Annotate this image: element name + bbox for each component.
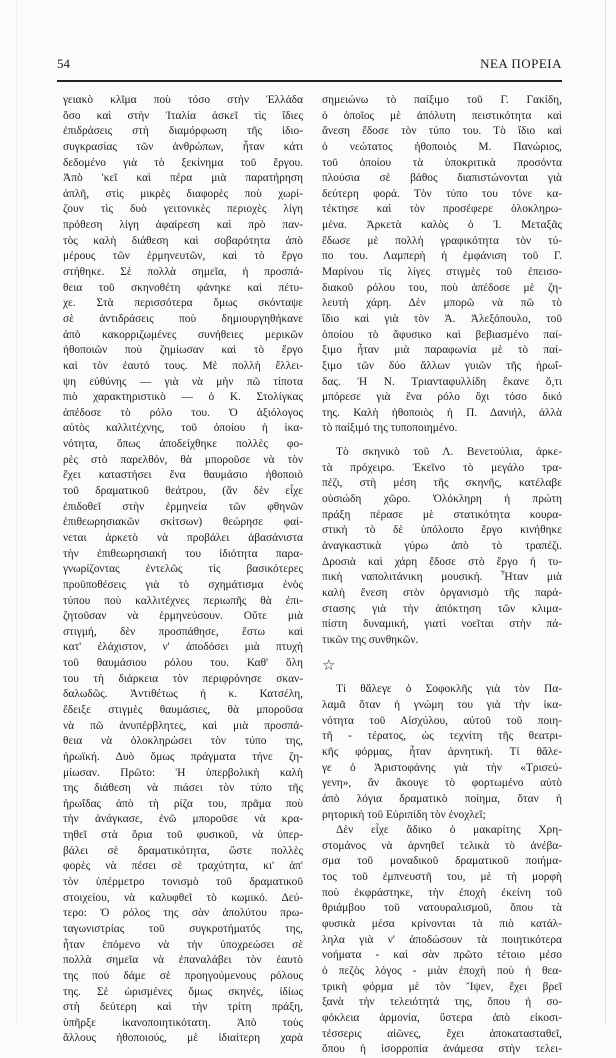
text-line: στήθηκε. Σὲ πολλὰ σημεῖα, ἡ προσπά-: [63, 266, 303, 279]
text-line: ἀπὸ λόγια δραματικὸ ποίημα, ὅταν ἡ: [322, 792, 562, 805]
text-line: ρὲς στὸ παρελθόν, θὰ μποροῦσε νὰ τὸν: [63, 453, 303, 466]
text-line: τοῦ ὁποίου τὰ ὑποκριτικὰ προσόντα: [322, 156, 562, 169]
text-line: μπόρεσε γιὰ ἕνα ρόλο ὄχι τόσο δικό: [322, 391, 562, 404]
text-line: νεται ἀρκετὸ νὰ προβάλει ἀβασάνιστα: [63, 531, 303, 544]
text-line: πέζι, στὴ μέση τῆς σκηνῆς, κατέλαβε: [322, 477, 562, 490]
text-line: ὁποίου τὸ ἄφυσικο καὶ βεβιασμένο παί-: [322, 328, 562, 341]
text-line: ψη εὐθύνης — γιὰ νὰ μὴν πῶ τίποτα: [63, 375, 303, 388]
text-line: στομάνος νὰ ἀρνηθεῖ τελικὰ τὸ ἀνέβα-: [322, 839, 562, 852]
text-line: βάλει σὲ δραματικότητα, ὥστε πολλὲς: [63, 844, 303, 857]
paragraph-christomanos: [322, 823, 562, 1058]
text-line: γενη», ἂν ἄκουγε τὸ φορτωμένο αὐτὸ: [322, 777, 562, 790]
text-line: τὸς καλὴ διάθεση καὶ σοβαρότητα ἀπὸ: [63, 234, 303, 247]
text-line: Δὲν εἶχε ἄδικο ὁ μακαρίτης Χρη-: [336, 824, 562, 837]
text-line: νὰ πῶ ἀνυπέρβλητες, καὶ μιὰ προσπά-: [63, 719, 303, 732]
text-line: ὁ πεζὸς λόγος - μιὰν ἐποχὴ ποὺ ἡ θεα-: [322, 964, 562, 977]
text-line: τέσσερις αἰῶνες, ἔχει ἀποκατασταθεῖ,: [322, 1027, 562, 1040]
text-line: ὁ ὁποῖος μὲ ἀπόλυτη πειστικότητα καὶ: [322, 109, 562, 122]
star-icon: ☆: [322, 656, 336, 675]
text-line: Δροσιὰ καὶ χάρη ἔδοσε στὸ ἔργο ἡ τυ-: [322, 555, 562, 568]
text-line: ὅσο καὶ στὴν Ἰταλία ἀσκεῖ τὶς ἴδιες: [63, 109, 303, 122]
paragraph-sophocles: [322, 682, 562, 823]
text-line: ἦταν ἑπόμενο νὰ τὴν ὑποχρεώσει σὲ: [63, 938, 303, 951]
text-line: πράξη πέρασε μὲ στατικότητα κουρα-: [322, 508, 562, 521]
text-line: τερο: Ὁ ρόλος της σὰν ἀπολύτου πρω-: [63, 907, 303, 920]
text-line: προϋποθέσεις γιὰ τὸ σχημάτισμα ἑνὸς: [63, 578, 303, 591]
text-line: τῆ - τέρατος, ὡς τεχνίτη τῆς θεατρι-: [322, 730, 562, 743]
text-line: τρικὴ φόρμα μὲ τὸν Ἴψεν, ἔχει βρεῖ: [322, 980, 562, 993]
text-line: ὁ νεώτατος ἠθοποιὸς Μ. Πανώριος,: [322, 140, 562, 153]
text-line: τέκτησε καὶ τὸν προσέφερε ὁλοκληρω-: [322, 203, 562, 216]
text-line: πιὸ χαρακτηριστικὸ — ὁ Κ. Στολίγκας: [63, 391, 303, 404]
text-line: ἔχει καταστήσει ἕνα θαυμάσιο ἠθοποιὸ: [63, 469, 303, 482]
text-line: πίστη δυναμική, γιατὶ νοεῖται στὴν πά-: [322, 618, 562, 631]
text-line: κῆς φόρμας, ἦταν ἀρνητική. Τί θἄλε-: [322, 745, 562, 758]
text-line: ὅπου ἡ ἰσορροπία ἀνάμεσα στὴν τελει-: [322, 1043, 562, 1056]
text-line: ξανὰ τὴν τελειότητά της, ὅπου ἡ σο-: [322, 996, 562, 1009]
right-column: [322, 93, 562, 1058]
text-line: χε. Στὰ περισσότερα ὅμως σκόνταψε: [63, 297, 303, 310]
text-line: τοῦ θαυμάσιου ρόλου του. Καθ' ὅλη: [63, 657, 303, 670]
text-line: νοήματα - καὶ σὰν πρῶτο τέτοιο μέσο: [322, 949, 562, 962]
text-line: οὐσιώδη χῶρο. Ὁλόκληρη ἡ πρώτη: [322, 493, 562, 506]
text-line: θεια νὰ ὁλοκληρώσει τὸν τύπο της,: [63, 735, 303, 748]
text-line: φυσικὰ μέσα κρίνονται τὰ πιὸ κατάλ-: [322, 918, 562, 931]
text-line: ἀπὸ κακορριζωμένες συνήθειες μερικῶν: [63, 328, 303, 341]
text-line: στικὴ τὸ δὲ ὑπόλοιπο ἔργο κινήθηκε: [322, 524, 562, 537]
text-line: τηθεῖ στὰ ὅρια τοῦ φυσικοῦ, νὰ ὑπερ-: [63, 829, 303, 842]
text-line: στασης γιὰ τὴν ἀπόκτηση τῶν κλιμα-: [322, 602, 562, 615]
text-line: τικῶν της συνθηκῶν.: [322, 633, 419, 646]
text-line: δεδομένο γιὰ τὸ ξεκίνημα τοῦ ἔργου.: [63, 156, 303, 169]
text-line: της διάθεση νὰ πιάσει τὸν τύπο τῆς: [63, 782, 303, 795]
text-line: ληλα γιὰ ν' ἀποδώσουν τὰ ποιητικότερα: [322, 933, 562, 946]
text-line: πλούσια σὲ βάθος διαπιστώνονται γιὰ: [322, 172, 562, 185]
paragraph-scenery: [322, 445, 562, 648]
text-line: γνωρίζοντας ἐντελῶς τὶς βασικότερες: [63, 563, 303, 576]
text-line: δας. Ἡ Ν. Τριανταφυλλίδη ἔκανε ὅ,τι: [322, 375, 562, 388]
text-line: τὰ πρόχειρο. Ἐκεῖνο τὸ μεγάλο τρα-: [322, 461, 562, 474]
section-separator: [322, 648, 562, 682]
text-line: σμα τοῦ μοναδικοῦ δραματικοῦ ποιήμα-: [322, 855, 562, 868]
text-line: στιγμή, δὲν προσπάθησε, ἔστω καὶ: [63, 625, 303, 638]
text-line: λαμᾶ ὅταν ἡ γνώμη του γιὰ τὴν ἱκα-: [322, 699, 562, 712]
text-line: τύπου ποὺ καλλιτέχνες περιωπῆς θὰ ἐπι-: [63, 594, 303, 607]
text-line: ταγωνιστρίας τοῦ συγκροτήματός της,: [63, 922, 303, 935]
text-line: σημειώνω τὸ παίξιμο τοῦ Γ. Γακίδη,: [322, 94, 562, 106]
text-line: γε ὁ Ἀριστοφάνης γιὰ τὴν «Τρισεύ-: [322, 761, 562, 774]
text-line: ἀναγκαστικὰ γύρω ἀπὸ τὸ τραπέζι.: [322, 539, 562, 552]
text-line: του τὴ διάρκεια τὸν περιφρόνησε σκαν-: [63, 672, 303, 685]
text-line: ἄνεση ἔδοσε τὸν τύπο του. Τὸ ἴδιο καὶ: [322, 125, 562, 138]
text-line: στοιχείου, νὰ καλυφθεῖ τὸ κωμικό. Δεύ-: [63, 891, 303, 904]
text-line: κατ' ἐλάχιστον, ν' ἀποδόσει μιὰ πτυχὴ: [63, 641, 303, 654]
text-line: ἔδειξε στιγμὲς θαυμάσιες, θὰ μποροῦσα: [63, 703, 303, 716]
text-line: ἡρωϊκή. Δυὸ ὅμως πράγματα τήνε ζη-: [63, 750, 303, 763]
text-line: στὴ δεύτερη καὶ τὴν τρίτη πράξη,: [63, 1001, 303, 1014]
text-line: μίωσαν. Πρῶτο: Ἡ ὑπερβολικὴ καλὴ: [63, 766, 303, 779]
text-line: ἁπλῆ, στὶς μικρὲς διαφορὲς ποὺ χωρί-: [63, 187, 303, 200]
text-line: ζουν τὶς δυὸ γειτονικὲς περιοχὲς λίγη: [63, 203, 303, 216]
page-header: [57, 56, 562, 76]
text-line: Τί θἄλεγε ὁ Σοφοκλῆς γιὰ τὸν Πα-: [336, 683, 562, 696]
text-line: της. Σὲ ὡρισμένες ὅμως σκηνές, ἰδίως: [63, 985, 303, 998]
text-line: αὐτὸς καλλιτέχνης, τοῦ ὁποίου ἡ ἱκα-: [63, 422, 303, 435]
text-line: μένα. Ἀρκετὰ καλὸς ὁ Ἰ. Μεταξᾶς: [322, 219, 562, 232]
text-line: φόκλεια ἁρμονία, ὕστερα ἀπὸ εἰκοσι-: [322, 1011, 562, 1024]
text-line: φορὲς νὰ πέσει σὲ τραχύτητα, κι' ἀπ': [63, 860, 303, 873]
text-line: Μαρίνου τὶς λίγες στιγμὲς τοῦ ἐπεισο-: [322, 266, 562, 279]
text-line: ξιμο τῶν δύο ἄλλων γυιῶν τῆς ἡρωΐ-: [322, 359, 562, 372]
text-line: λευτὴ χάρη. Δὲν μπορῶ νὰ πῶ τὸ: [322, 297, 562, 310]
text-line: πρόθεση λίγη ἀφαίρεση καὶ πρὸ παν-: [63, 219, 303, 232]
text-line: ρητορικὴ τοῦ Εὐριπίδη τὸν ἐνοχλεῖ;: [322, 808, 486, 821]
text-line: πολλὰ σημεῖα νὰ ἐπαναλάβει τὸν ἑαυτὸ: [63, 954, 303, 967]
text-line: της. Καλὴ ἠθοποιὸς ἡ Π. Δανιήλ, ἀλλὰ: [322, 406, 562, 419]
page-scan-right-edge: [605, 0, 606, 1024]
text-line: καλὴ ἔνεση στὸν ὀργανισμὸ τῆς παρά-: [322, 586, 562, 599]
text-line: τὸν ὑπέρμετρο τονισμὸ τοῦ δραματικοῦ: [63, 876, 303, 889]
text-line: μέρους τῶν ἑρμηνευτῶν, καὶ τὸ ἔργο: [63, 250, 303, 263]
text-line: ἀπέδοσε τὸ ρόλο του. Ὁ ἀξιόλογος: [63, 406, 303, 419]
text-line: Ἀπὸ 'κεῖ καὶ πέρα μιὰ παρατήρηση: [63, 172, 303, 185]
text-line: ἐπιδράσεις στὴ διαμόρφωση τῆς ἰδιο-: [63, 125, 303, 138]
paragraph-gap: [322, 437, 562, 445]
text-line: συγκρασίας τῶν ἀνθρώπων, ἦταν κάτι: [63, 140, 303, 153]
text-line: ἐπιθεωρησιακῶν σκίτσων) θεώρησε φαί-: [63, 516, 303, 529]
text-line: ἴδιο καὶ γιὰ τὸν Ἀ. Ἀλεξόπουλο, τοῦ: [322, 312, 562, 325]
text-line: δαλωδῶς. Ἀντιθέτως ἡ κ. Κατσέλη,: [63, 688, 303, 701]
text-line: τὴν ἐπιθεωρησιακή του ἰδιότητα παρα-: [63, 547, 303, 560]
text-line: ὑπῆρξε ἱκανοποιητικότατη. Ἀπὸ τοὺς: [63, 1016, 303, 1029]
text-line: ζητοῦσαν νὰ ἑρμηνεύσουν. Οὔτε μιὰ: [63, 610, 303, 623]
left-column: [63, 93, 303, 1047]
text-line: δεύτερη φορά. Τὸν τύπο του τόνε κα-: [322, 187, 562, 200]
header-rule-divider: [57, 80, 562, 82]
text-line: ποὺ ἐκφράστηκε, τὴν ἐποχὴ ἐκείνη τοῦ: [322, 886, 562, 899]
text-line: της ποὺ δάμε σὲ προηγούμενους ρόλους: [63, 969, 303, 982]
text-line: ἄλλους ἠθοποιούς, μὲ ἰδιαίτερη χαρὰ: [63, 1032, 303, 1045]
text-line: νότητα τοῦ Αἰσχύλου, αὐτοῦ τοῦ ποιη-: [322, 714, 562, 727]
text-line: ἐπιδοθεῖ στὴν ἑρμηνεία τῶν φθηνῶν: [63, 500, 303, 513]
text-line: τὴν ἀνάγκασε, ἐνῶ μποροῦσε νὰ κρα-: [63, 813, 303, 826]
page-number: 54: [57, 56, 70, 71]
text-line: ἡρωΐδας ἀπὸ τὴ ρίζα του, πρᾶμα ποὺ: [63, 797, 303, 810]
running-title: ΝΕΑ ΠΟΡΕΙΑ: [480, 56, 562, 71]
text-line: τὸ παίξιμό της τυποποιημένο.: [322, 422, 458, 435]
text-line: σὲ ἀντιδράσεις ποὺ δημιουργηθήκανε: [63, 312, 303, 325]
text-line: διακοῦ ρόλου του, ποὺ ἀπέδοσε μὲ ζη-: [322, 281, 562, 294]
text-line: θεια τοῦ σκηνοθέτη φάνηκε καὶ πέτυ-: [63, 281, 303, 294]
text-line: θριάμβου τοῦ νατουραλισμοῦ, ὅπου τὰ: [322, 902, 562, 915]
text-line: γειακὸ κλῖμα ποὺ τόσο στὴν Ἑλλάδα: [63, 94, 303, 106]
text-line: νότητα, ὅπως ἀποδείχθηκε πολλὲς φο-: [63, 438, 303, 451]
text-line: ξιμο ἦταν μιὰ παραφωνία μὲ τὸ παί-: [322, 344, 562, 357]
text-line: Τὸ σκηνικὸ τοῦ Λ. Βενετούλια, ἀρκε-: [336, 446, 562, 459]
text-line: τοῦ δραματικοῦ θεάτρου, (ἂν δὲν εἶχε: [63, 485, 303, 498]
text-line: τος τοῦ ἐμπνευστῆ του, μὲ τὴ μορφὴ: [322, 871, 562, 884]
text-line: ἔδωσε μὲ πολλὴ γραφικότητα τὸν τύ-: [322, 234, 562, 247]
text-line: πικὴ ναπολιτάνικη μουσική. Ἦταν μιὰ: [322, 571, 562, 584]
page-scan-left-edge: [16, 0, 17, 1024]
text-line: πο του. Λαμπερὴ ἡ ἐμφάνιση τοῦ Γ.: [322, 250, 562, 263]
text-line: ἠθοποιῶν ποὺ ζημίωσαν καὶ τὸ ἔργο: [63, 344, 303, 357]
paragraph-actors: [322, 93, 562, 437]
text-line: καὶ τὸν ἑαυτό τους. Μὲ πολλὴ ἔλλει-: [63, 359, 303, 372]
